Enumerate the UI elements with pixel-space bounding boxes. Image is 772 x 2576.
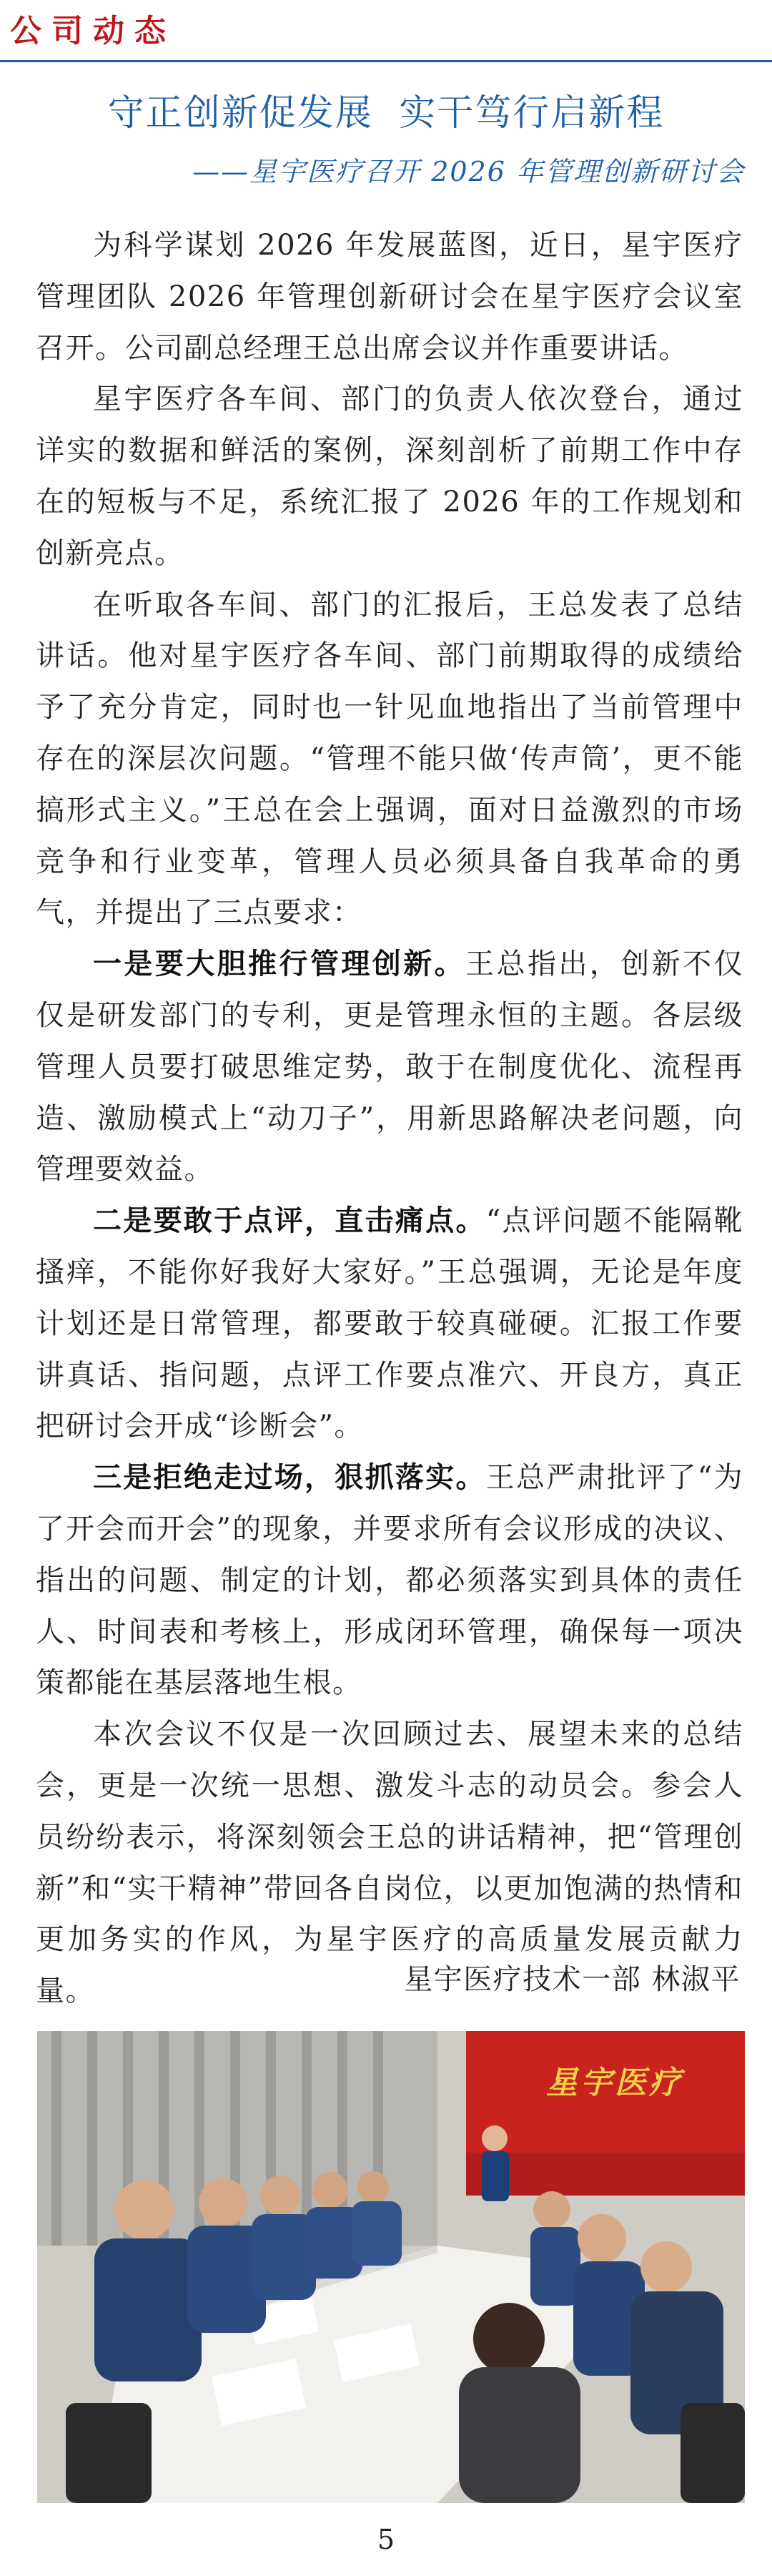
paragraph-lead: 三是拒绝走过场，狠抓落实。 (93, 1461, 486, 1495)
header-divider (0, 60, 772, 62)
section-header (0, 0, 772, 66)
paragraph-text: 星宇医疗各车间、部门的负责人依次登台，通过详实的数据和鲜活的案例，深刻剖析了前期工作中存在的短板与不足，系统汇报了 2026 年的工作规划和创新亮点。 (36, 383, 743, 570)
paragraph-text: 在听取各车间、部门的汇报后，王总发表了总结讲话。他对星宇医疗各车间、部门前期取得的成绩给予了充分肯定，同时也一针见血地指出了当前管理中存在的深层次问题。“管理不能只做‘传声筒’，更不能搞形式主义。”王总在会上强调，面对日益激烈的市场竞争和行业变革，管理人员必须具备自我革命的勇气，并提出了三点要求： (36, 588, 743, 930)
section-label: 公司动态 (10, 13, 176, 49)
article-subtitle: ——星宇医疗召开 2026 年管理创新研讨会 (192, 156, 745, 187)
paragraph-lead: 一是要大胆推行管理创新。 (93, 948, 466, 981)
photo-banner-text: 星宇医疗 (546, 2065, 683, 2101)
paragraph-lead: 二是要敢于点评，直击痛点。 (93, 1204, 486, 1238)
article-title: 守正创新促发展 实干笃行启新程 (107, 92, 665, 134)
author-signature: 星宇医疗技术一部 林淑平 (404, 1963, 741, 1996)
paragraph-text: 王总严肃批评了“为了开会而开会”的现象，并要求所有会议形成的决议、指出的问题、制定的计划，都必须落实到具体的责任人、时间表和考核上，形成闭环管理，确保每一项决策都能在基层落地生根。 (36, 1461, 744, 1700)
paragraph (36, 939, 743, 1196)
paragraph-text: 王总指出，创新不仅仅是研发部门的专利，更是管理永恒的主题。各层级管理人员要打破思维定势，敢于在制度优化、流程再造、激励模式上“动刀子”，用新思路解决老问题，向管理要效益。 (36, 948, 744, 1186)
paragraph-text: 为科学谋划 2026 年发展蓝图，近日，星宇医疗管理团队 2026 年管理创新研讨会在星宇医疗会议室召开。公司副总经理王总出席会议并作重要讲话。 (36, 229, 743, 365)
article-body (36, 220, 743, 2017)
page-number: 5 (377, 2524, 395, 2555)
paragraph-text: “点评问题不能隔靴搔痒，不能你好我好大家好。”王总强调，无论是年度计划还是日常管理，都要敢于较真碰硬。汇报工作要讲真话、指问题，点评工作要点准穴、开良方，真正把研讨会开成“诊断会”。 (36, 1204, 744, 1443)
paragraph (36, 1196, 743, 1452)
paragraph (36, 1452, 743, 1709)
meeting-photo (37, 2031, 745, 2503)
paragraph (36, 374, 743, 579)
paragraph-text: 本次会议不仅是一次回顾过去、展望未来的总结会，更是一次统一思想、激发斗志的动员会。参会人员纷纷表示，将深刻领会王总的讲话精神，把“管理创新”和“实干精神”带回各自岗位，以更加饱满的热情和更加务实的作风，为星宇医疗的高质量发展贡献力量。 (36, 1718, 743, 2008)
paragraph (36, 220, 743, 374)
paragraph (36, 580, 743, 940)
